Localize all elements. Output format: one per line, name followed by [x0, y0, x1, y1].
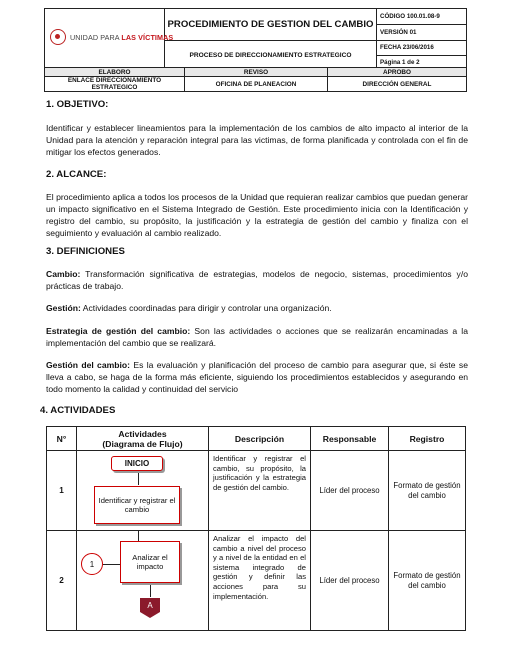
flow-cell [77, 451, 209, 531]
header-reg: Registro [389, 427, 466, 451]
document-title: PROCEDIMIENTO DE GESTION DEL CAMBIO [165, 9, 377, 41]
sign-value-reviso: OFICINA DE PLANEACION [185, 77, 328, 92]
definition-estrategia [46, 325, 468, 349]
sign-header-aprobo: APROBO [328, 68, 467, 77]
flow-connector-line [103, 564, 120, 565]
actividades-heading: 4. ACTIVIDADES [40, 405, 116, 416]
row-record: Formato de gestión del cambio [389, 451, 466, 531]
table-row [47, 531, 466, 631]
definition-text: Es la evaluación y planificación del proceso de cambio para asegurar que, si éste se lleva a cabo, se haga de la forma más eficiente, siguiendo los procedimientos establecidos y asegurando en todo momento la calidad y continuidad del servicio [46, 360, 468, 394]
sign-value-aprobo: DIRECCIÓN GENERAL [328, 77, 467, 92]
flow-connector-line [150, 585, 151, 597]
row-record: Formato de gestión del cambio [389, 531, 466, 631]
row-number: 1 [47, 451, 77, 531]
flow-start-terminator: INICIO [111, 456, 163, 471]
document-page: Página 1 de 2 [377, 55, 467, 70]
offpage-connector-label: A [147, 601, 153, 610]
definition-term: Gestión: [46, 303, 81, 313]
logo-text-prefix: UNIDAD PARA [70, 32, 122, 42]
document-version: VERSIÓN 01 [377, 25, 467, 41]
activities-header-row [47, 427, 466, 451]
header-flow [77, 427, 209, 451]
objetivo-text: Identificar y establecer lineamientos para la implementación de los cambios de alto impacto al interior de la Unidad para la atención y reparación integral para las victimas, de forma planificada y controlada con el fin de mitigar los efectos generados. [46, 123, 468, 157]
row-description: Identificar y registrar el cambio, su propósito, la justificación y la estrategia de gestión del cambio. [209, 451, 311, 531]
definition-text: Son las actividades o acciones que se realizarán encaminadas a la implementación del cambio que se realizará. [46, 326, 468, 348]
row-number: 2 [47, 531, 77, 631]
flow-process-box: Analizar el impacto [120, 541, 180, 583]
alcance-heading: 2. ALCANCE: [46, 169, 107, 180]
signature-table [44, 67, 467, 92]
header-flow-line1: Actividades [118, 428, 167, 439]
objetivo-heading: 1. OBJETIVO: [46, 99, 109, 110]
flow-cell [77, 531, 209, 631]
flow-process-box: Identificar y registrar el cambio [94, 486, 180, 524]
coat-of-arms-icon [50, 29, 66, 45]
definition-term: Gestión del cambio: [46, 360, 131, 370]
header-num: N° [47, 427, 77, 451]
definition-text: Transformación significativa de estrategias, modelos de negocio, sistemas, procedimientos y/o prácticas de trabajo. [46, 269, 468, 291]
sign-header-elaboro: ELABORO [45, 68, 185, 77]
flow-connector-circle: 1 [81, 553, 103, 575]
row-responsible: Líder del proceso [311, 531, 389, 631]
definition-term: Cambio: [46, 269, 81, 279]
definition-cambio [46, 268, 468, 292]
document-code: CÓDIGO 100.01.08-9 [377, 9, 467, 25]
document-header [44, 8, 467, 70]
sign-header-reviso: REVISO [185, 68, 328, 77]
definiciones-heading: 3. DEFINICIONES [46, 246, 125, 257]
alcance-text: El procedimiento aplica a todos los procesos de la Unidad que requieran realizar cambios que puedan generar un impacto significativo en el Sistema Integrado de Gestión. Este procedimiento inicia con la Identificación y registro del cambio, su propósito, la justificación y la estrategia de gestión del cambio y finaliza con el seguimiento y evaluación al cambio realizado. [46, 192, 468, 238]
document-date: FECHA 23/06/2016 [377, 41, 467, 56]
unidad-victimas-logo [50, 29, 173, 45]
header-flow-line2: (Diagrama de Flujo) [102, 438, 183, 449]
document-subtitle: PROCESO DE DIRECCIONAMIENTO ESTRATEGICO [165, 41, 377, 70]
flow-connector-line [138, 473, 139, 485]
activities-table [46, 426, 466, 631]
flow-connector-line [138, 531, 139, 541]
row-description: Analizar el impacto del cambio a nivel del proceso y a nivel de la entidad en el sistema integrado de gestión y definir las acciones para su implementación. [209, 531, 311, 631]
row-responsible: Líder del proceso [311, 451, 389, 531]
definition-term: Estrategia de gestión del cambio: [46, 326, 191, 336]
definition-gestion [46, 302, 468, 314]
header-resp: Responsable [311, 427, 389, 451]
definition-text: Actividades coordinadas para dirigir y controlar una organización. [80, 303, 332, 313]
table-row [47, 451, 466, 531]
header-desc: Descripción [209, 427, 311, 451]
logo-cell [45, 9, 174, 70]
logo-text-brand: LAS VÍCTIMAS [121, 32, 174, 42]
definition-gestion-cambio [46, 359, 468, 395]
sign-value-elaboro: ENLACE DIRECCIONAMIENTO ESTRATEGICO [45, 77, 185, 92]
